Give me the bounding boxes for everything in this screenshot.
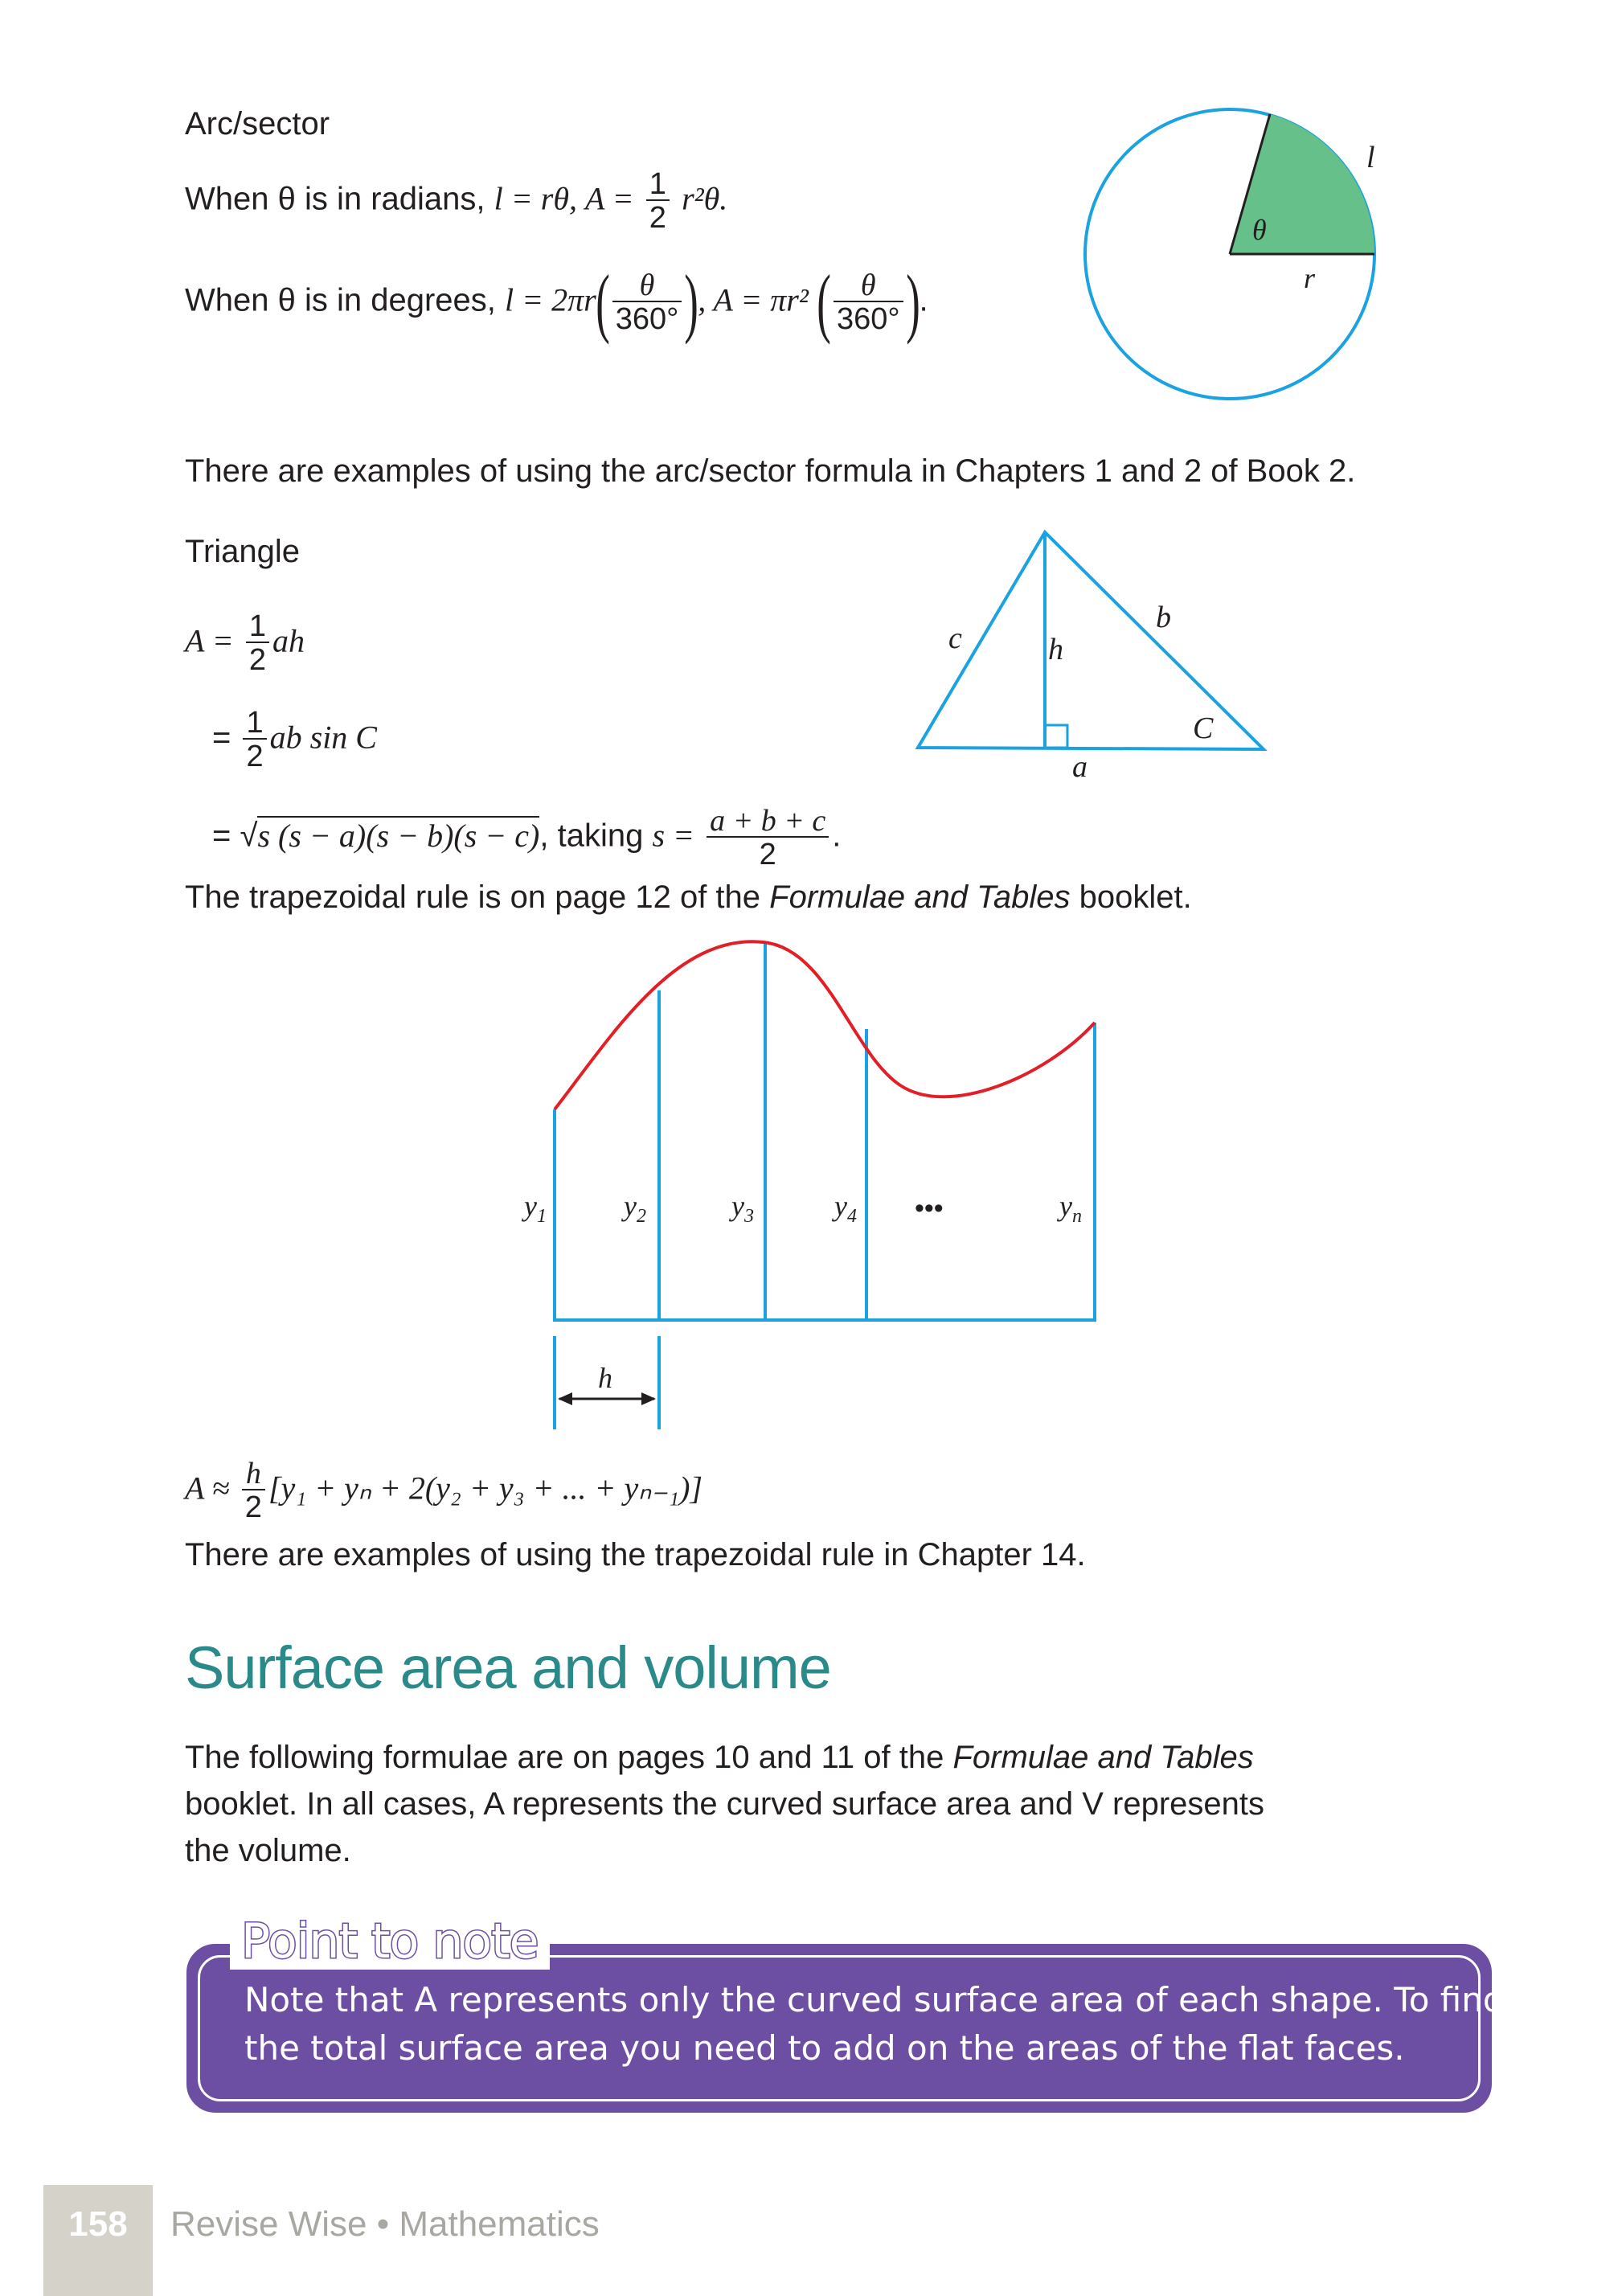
fraction-denominator: 2: [242, 1489, 265, 1523]
label-theta: θ: [1252, 214, 1267, 246]
h-arrow-left-head: [558, 1392, 572, 1405]
surface-p1-pre: The following formulae are on pages 10 and 11 of the: [185, 1740, 944, 1775]
fraction-numerator: 1: [248, 609, 266, 643]
page-number: 158: [68, 2204, 128, 2244]
fraction-denominator: 2: [246, 642, 269, 675]
triangle-formula-3: [212, 806, 841, 870]
label-yn: $y_n$: [1059, 1190, 1082, 1227]
arc-degrees-A: , A = πr²: [698, 281, 809, 318]
trap-fraction: [242, 1458, 265, 1523]
half-fraction: [246, 611, 269, 675]
arc-radians-formula: [185, 169, 727, 233]
label-r: r: [1304, 262, 1316, 294]
section-heading: Surface area and volume: [185, 1634, 831, 1701]
dots: •••: [915, 1193, 944, 1224]
sector-fill: [1230, 114, 1374, 254]
triangle-heading: Triangle: [185, 534, 301, 569]
note-line-2: the total surface area you need to add on the areas of the flat faces.: [244, 2028, 1405, 2068]
paren-open: (: [817, 259, 831, 345]
paren-open: (: [595, 259, 610, 345]
arc-degrees-fraction-2: [834, 270, 903, 334]
label-h: h: [598, 1362, 612, 1394]
label-y1: $y_1$: [524, 1190, 547, 1227]
trap-intro: [185, 873, 1192, 921]
triangle-formula-1-tail: ah: [272, 622, 305, 659]
fraction-numerator: h: [245, 1457, 261, 1490]
fraction-denominator: 2: [646, 199, 670, 233]
label-h: h: [1048, 633, 1063, 666]
fraction-numerator: θ: [639, 269, 655, 302]
trap-formula: [185, 1458, 702, 1523]
triangle-diagram: [900, 523, 1286, 796]
paren-close: ): [905, 259, 920, 345]
arc-degrees-prefix: When θ is in degrees,: [185, 282, 496, 318]
trap-formula-lhs: A ≈: [185, 1470, 230, 1507]
triangle-formula-2-tail: ab sin C: [269, 719, 377, 756]
sector-diagram: [1069, 96, 1415, 418]
surface-paragraph-line-2: booklet. In all cases, A represents the curved surface area and V represents: [185, 1786, 1264, 1822]
h-arrow-right-head: [641, 1392, 656, 1405]
arc-radians-prefix: When θ is in radians,: [185, 181, 485, 217]
surface-p1-italic: Formulae and Tables: [952, 1740, 1254, 1775]
label-y4: $y_4$: [834, 1190, 857, 1227]
sqrt-symbol: √: [240, 818, 258, 854]
label-l: l: [1366, 141, 1375, 174]
fraction-denominator: 2: [707, 836, 829, 870]
equals-sign: =: [212, 818, 231, 854]
fraction-numerator: 1: [246, 706, 264, 740]
footer-book-title: Revise Wise • Mathematics: [170, 2204, 600, 2244]
note-text: [244, 1976, 1505, 2073]
arc-radians-tail: r²θ.: [682, 180, 728, 217]
fraction-numerator: θ: [860, 269, 876, 302]
fraction-numerator: 1: [649, 167, 666, 201]
half-fraction: [243, 707, 266, 772]
label-y3: $y_3$: [731, 1190, 754, 1227]
arc-degrees-formula: [185, 259, 928, 345]
surface-paragraph-line-1: [185, 1733, 1254, 1781]
trapezoidal-diagram: [482, 925, 1125, 1439]
surface-paragraph-line-3: the volume.: [185, 1833, 351, 1868]
arc-degrees-l: l = 2πr: [505, 281, 596, 318]
label-b: b: [1156, 601, 1171, 634]
triangle-formula-2: [212, 707, 377, 772]
arc-radians-l: l = rθ, A =: [494, 180, 634, 217]
arc-note: There are examples of using the arc/sector formula in Chapters 1 and 2 of Book 2.: [185, 453, 1356, 489]
taking-text: , taking: [539, 818, 644, 854]
fraction-denominator: 360°: [834, 301, 903, 334]
fraction-denominator: 360°: [612, 301, 682, 334]
fraction-numerator: a + b + c: [710, 804, 826, 838]
fraction-denominator: 2: [243, 738, 266, 772]
trap-intro-post: booklet.: [1079, 879, 1192, 915]
trap-formula-body: [y₁ + yₙ + 2(y₂ + y₃ + ... + yₙ₋₁)]: [268, 1470, 703, 1507]
period: .: [832, 818, 842, 854]
s-equals: s =: [652, 817, 695, 854]
paren-close: ): [684, 259, 699, 345]
label-a: a: [1072, 750, 1087, 784]
triangle-formula-lhs: A =: [185, 622, 234, 659]
trap-note: There are examples of using the trapezoidal rule in Chapter 14.: [185, 1537, 1086, 1572]
label-c: c: [948, 621, 962, 655]
right-angle-marker: [1045, 725, 1067, 748]
arc-heading: Arc/sector: [185, 106, 330, 141]
sqrt-radicand: s (s − a)(s − b)(s − c): [257, 817, 540, 854]
note-line-1: Note that A represents only the curved surface area of each shape. To find: [244, 1980, 1505, 2019]
label-y2: $y_2$: [624, 1190, 646, 1227]
triangle-formula-1: [185, 611, 305, 675]
arc-radians-fraction: [646, 169, 670, 233]
trap-intro-pre: The trapezoidal rule is on page 12 of the: [185, 879, 761, 915]
trap-intro-italic: Formulae and Tables: [769, 879, 1071, 915]
arc-degrees-end: .: [919, 282, 928, 318]
point-to-note-title: Point to note: [230, 1913, 550, 1970]
semi-perimeter-fraction: [707, 806, 829, 870]
equals-sign: =: [212, 720, 231, 756]
function-curve: [555, 941, 1095, 1109]
arc-degrees-fraction-1: [612, 270, 682, 334]
label-C: C: [1193, 711, 1214, 745]
